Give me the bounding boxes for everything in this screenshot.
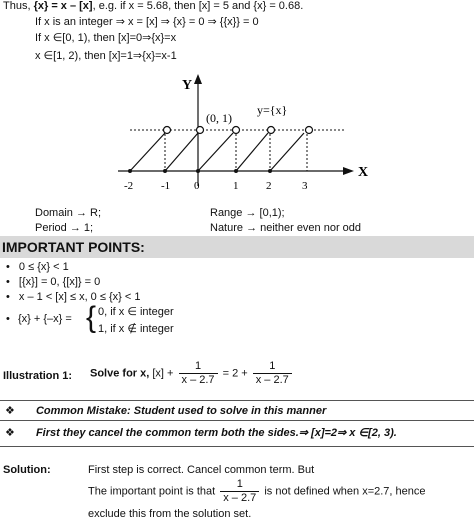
illustration-equation: [90, 360, 294, 387]
integer-rule: If x is an integer ⇒ x = [x] ⇒ {x} = 0 ⇒ {{x}} = 0: [35, 16, 259, 28]
bullet-icon: •: [6, 261, 10, 273]
bullet-icon: •: [6, 276, 10, 288]
tick-label: 3: [302, 180, 308, 192]
thus-prefix: Thus,: [3, 0, 31, 12]
closed-dot-icon: [234, 169, 238, 173]
mistake-line-2: [5, 426, 397, 439]
sum-lhs: {x} + {–x} =: [18, 313, 72, 325]
open-circle-icon: [268, 127, 275, 134]
section-divider: [0, 446, 474, 447]
solution-fraction: [220, 478, 259, 505]
rule-interval-1-2: x ∈[1, 2), then [x]=1⇒{x}=x-1: [35, 50, 177, 62]
x-axis-label: X: [358, 165, 369, 180]
closed-dot-icon: [196, 169, 200, 173]
solution-label: Solution:: [3, 464, 51, 476]
bullet-text: 0 ≤ {x} < 1: [18, 261, 69, 273]
function-label: y={x}: [257, 103, 288, 117]
solution-line-2: [88, 478, 426, 505]
intro-line-1: [3, 0, 303, 12]
graph-segment: [270, 133, 304, 171]
y-axis-label: Y: [182, 78, 193, 93]
graph-segment: [198, 133, 233, 171]
y-axis-arrow-icon: [194, 74, 202, 84]
graph-segment: [130, 133, 165, 171]
bullet-text: [{x}] = 0, {[x]} = 0: [18, 276, 101, 288]
fractional-part-example: , e.g. if x = 5.68, then [x] = 5 and {x} = 0.68.: [92, 0, 304, 12]
bullet-item: [6, 291, 140, 303]
closed-dot-icon: [163, 169, 167, 173]
rule-interval-0-1: If x ∈[0, 1), then [x]=0⇒{x}=x: [35, 32, 177, 44]
tick-label: 1: [233, 180, 239, 192]
mistake-line-1: [5, 404, 326, 417]
equation-lhs-prefix: [x] +: [152, 367, 174, 380]
mistake-text: Common Mistake: Student used to solve in this manner: [35, 405, 327, 417]
closed-dot-icon: [128, 169, 132, 173]
left-brace-icon: {: [86, 301, 97, 334]
bullet-icon: •: [6, 291, 10, 303]
x-axis-arrow-icon: [343, 167, 354, 175]
period-text: Period → 1;: [35, 222, 94, 234]
bullet-icon: •: [6, 313, 10, 325]
mistake-text: First they cancel the common term both the sides.⇒ [x]=2⇒ x ∈[2, 3).: [35, 427, 397, 439]
bullet-item: [6, 261, 69, 273]
fraction-denominator: x – 2.7: [223, 492, 257, 504]
graph-segment: [165, 133, 198, 171]
sum-case-non-integer: 1, if x ∉ integer: [98, 323, 174, 335]
origin-label: 0: [194, 180, 200, 192]
fraction-denominator: x – 2.7: [255, 374, 289, 386]
section-divider: [0, 420, 474, 421]
fractional-part-graph: [0, 68, 474, 208]
open-circle-icon: [233, 127, 240, 134]
graph-segment: [236, 133, 268, 171]
range-text: Range → [0,1);: [210, 207, 285, 219]
rhs-fraction: [253, 360, 292, 387]
solution-line-1: First step is correct. Cancel common term. But: [88, 464, 315, 476]
fractional-part-definition: {x} = x – [x]: [33, 0, 93, 12]
domain-text: Domain → R;: [35, 207, 102, 219]
important-points-heading: IMPORTANT POINTS:: [0, 236, 474, 258]
open-circle-icon: [197, 127, 204, 134]
tick-label: 2: [266, 180, 272, 192]
solution-line-3: exclude this from the solution set.: [88, 508, 252, 520]
fraction-numerator: 1: [179, 360, 218, 374]
fraction-numerator: 1: [253, 360, 292, 374]
equation-equals: = 2 +: [222, 367, 248, 380]
solution-text: The important point is that: [88, 485, 216, 498]
lhs-fraction: [179, 360, 218, 387]
sum-case-integer: 0, if x ∈ integer: [98, 306, 174, 318]
fraction-numerator: 1: [220, 478, 259, 492]
diamond-bullet-icon: ❖: [5, 405, 15, 417]
nature-text: Nature → neither even nor odd: [210, 222, 362, 234]
illustration-prompt: Solve for x,: [90, 367, 150, 380]
bullet-text: x – 1 < [x] ≤ x, 0 ≤ {x} < 1: [18, 291, 141, 303]
point-label: (0, 1): [206, 111, 232, 125]
closed-dot-icon: [268, 169, 272, 173]
illustration-label: Illustration 1:: [3, 370, 73, 382]
diamond-bullet-icon: ❖: [5, 427, 15, 439]
bullet-item: [6, 276, 100, 288]
open-circle-icon: [164, 127, 171, 134]
fraction-denominator: x – 2.7: [181, 374, 215, 386]
open-circle-icon: [306, 127, 313, 134]
section-divider: [0, 400, 474, 401]
tick-label: -1: [161, 180, 171, 192]
solution-text: is not defined when x=2.7, hence: [264, 485, 426, 498]
tick-label: -2: [124, 180, 134, 192]
